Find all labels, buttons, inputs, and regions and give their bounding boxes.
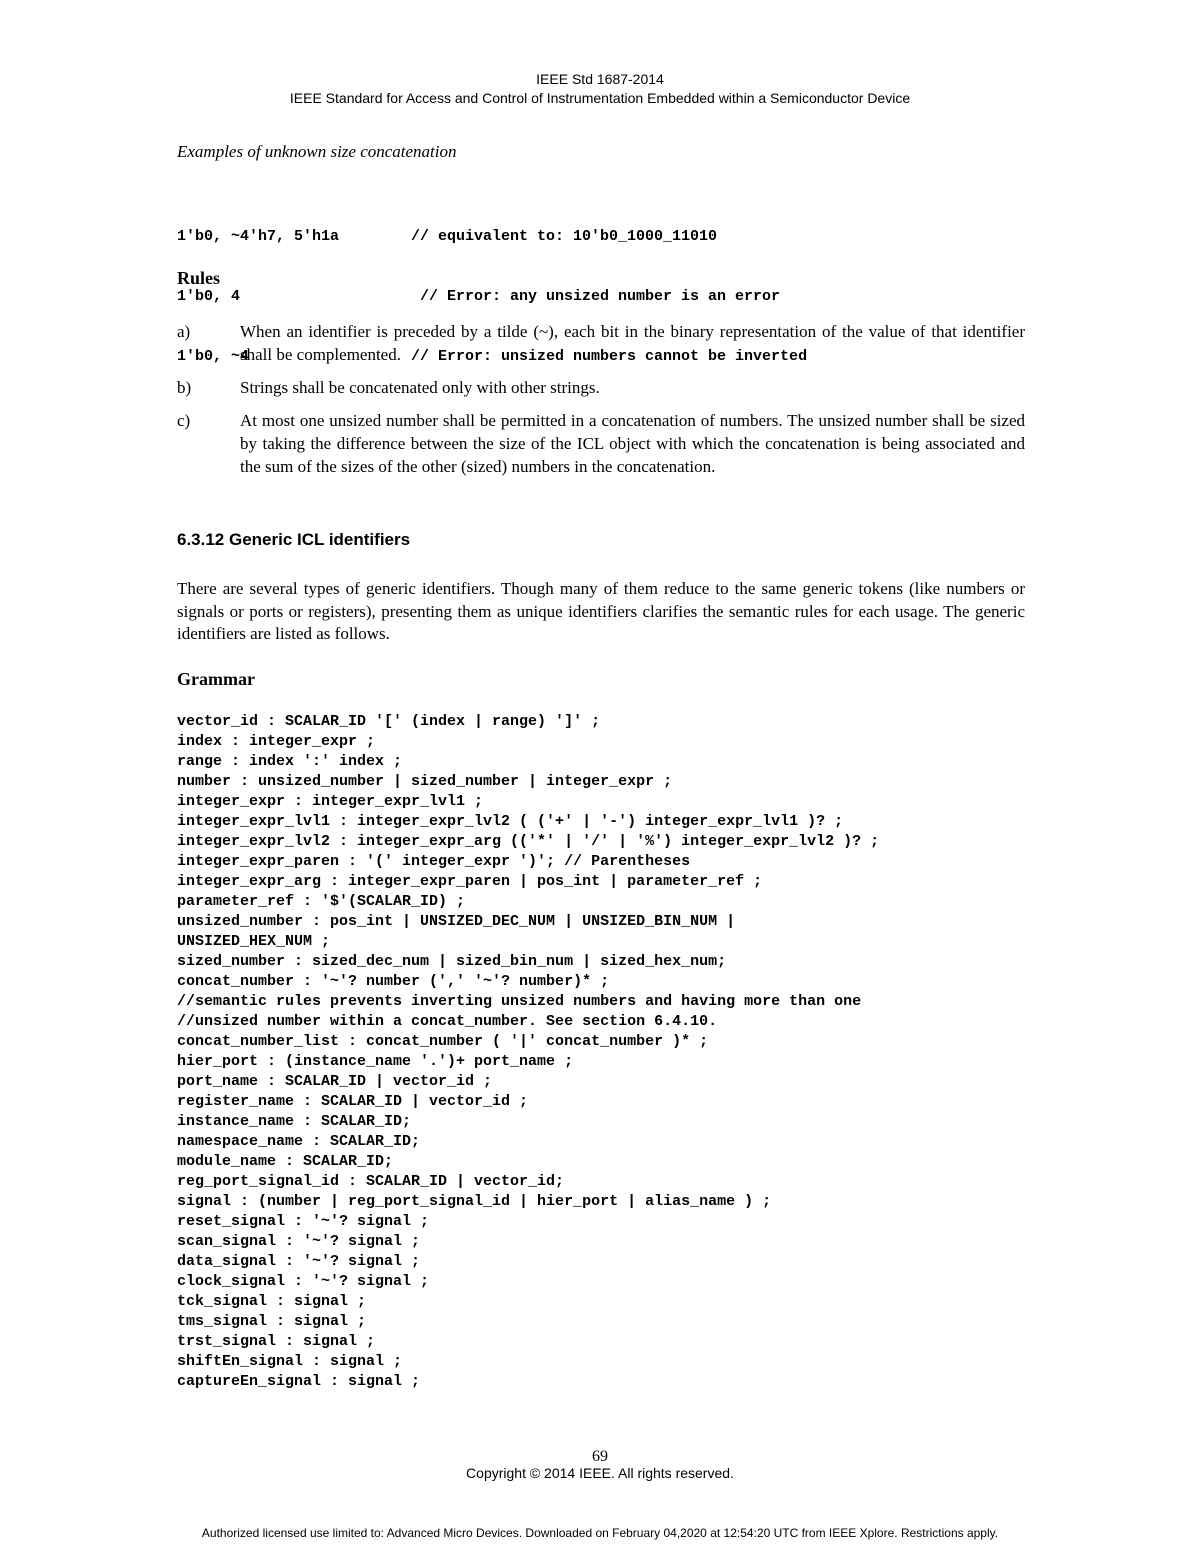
rule-text: Strings shall be concatenated only with other strings. [240, 378, 600, 397]
grammar-line: parameter_ref : '$'(SCALAR_ID) ; [177, 893, 466, 910]
rule-item [177, 376, 1025, 399]
grammar-line: integer_expr_lvl1 : integer_expr_lvl2 ( ('+' | '-') integer_expr_lvl1 )? ; [177, 813, 844, 830]
rule-letter: a) [177, 322, 191, 341]
grammar-line: signal : (number | reg_port_signal_id | hier_port | alias_name ) ; [177, 1193, 772, 1210]
grammar-line: index : integer_expr ; [177, 733, 376, 750]
grammar-line: UNSIZED_HEX_NUM ; [177, 933, 331, 950]
rule-item [177, 409, 1025, 478]
grammar-line: concat_number_list : concat_number ( '|' concat_number )* ; [177, 1033, 709, 1050]
grammar-line: data_signal : '~'? signal ; [177, 1253, 421, 1270]
section-title: 6.3.12 Generic ICL identifiers [177, 530, 411, 549]
example-code: 1'b0, ~4'h7, 5'h1a [177, 228, 340, 245]
grammar-line: reset_signal : '~'? signal ; [177, 1213, 430, 1230]
grammar-line: integer_expr : integer_expr_lvl1 ; [177, 793, 484, 810]
grammar-line: //semantic rules prevents inverting unsized numbers and having more than one [177, 993, 862, 1010]
example-row [177, 227, 807, 247]
rule-text: At most one unsized number shall be permitted in a concatenation of numbers. The unsized number shall be sized by taking the difference between the size of the ICL object with which the concatenation is being associated and the sum of the sizes of the other (sized) numbers in the concatenation. [240, 411, 1025, 476]
grammar-line: range : index ':' index ; [177, 753, 403, 770]
grammar-line: port_name : SCALAR_ID | vector_id ; [177, 1073, 493, 1090]
example-row [177, 287, 807, 307]
grammar-line: reg_port_signal_id : SCALAR_ID | vector_id; [177, 1173, 565, 1190]
authorized-use-notice: Authorized licensed use limited to: Advanced Micro Devices. Downloaded on February 04,2020 at 12:54:20 UTC from IEEE Xplore. Restrictions apply. [201, 1526, 999, 1540]
grammar-line: unsized_number : pos_int | UNSIZED_DEC_NUM | UNSIZED_BIN_NUM | [177, 913, 736, 930]
examples-title: Examples of unknown size concatenation [177, 142, 457, 161]
rule-item [177, 320, 1025, 366]
grammar-line: shiftEn_signal : signal ; [177, 1353, 403, 1370]
page-number: 69 [592, 1448, 608, 1465]
example-comment: // equivalent to: 10'b0_1000_11010 [411, 228, 718, 245]
rule-letter: b) [177, 378, 192, 397]
grammar-line: sized_number : sized_dec_num | sized_bin_num | sized_hex_num; [177, 953, 727, 970]
grammar-line: instance_name : SCALAR_ID; [177, 1113, 412, 1130]
grammar-line: integer_expr_lvl2 : integer_expr_arg (('*' | '/' | '%') integer_expr_lvl2 )? ; [177, 833, 880, 850]
grammar-line: hier_port : (instance_name '.')+ port_name ; [177, 1053, 574, 1070]
grammar-heading: Grammar [177, 669, 255, 689]
grammar-line: vector_id : SCALAR_ID '[' (index | range) ']' ; [177, 713, 601, 730]
example-comment: // Error: any unsized number is an error [411, 288, 781, 305]
rules-heading: Rules [177, 268, 221, 288]
rules-list [177, 320, 1025, 488]
example-code: 1'b0, 4 [177, 288, 241, 305]
grammar-line: module_name : SCALAR_ID; [177, 1153, 394, 1170]
example-comment: // Error: unsized numbers cannot be inverted [411, 348, 808, 365]
grammar-line: tck_signal : signal ; [177, 1293, 367, 1310]
grammar-line: number : unsized_number | sized_number | integer_expr ; [177, 773, 673, 790]
grammar-line: clock_signal : '~'? signal ; [177, 1273, 430, 1290]
grammar-line: trst_signal : signal ; [177, 1333, 376, 1350]
grammar-line: scan_signal : '~'? signal ; [177, 1233, 421, 1250]
header-std-title: IEEE Standard for Access and Control of Instrumentation Embedded within a Semiconductor Device [289, 90, 911, 106]
grammar-line: register_name : SCALAR_ID | vector_id ; [177, 1093, 529, 1110]
grammar-line: //unsized number within a concat_number. See section 6.4.10. [177, 1013, 718, 1030]
grammar-line: captureEn_signal : signal ; [177, 1373, 421, 1390]
rule-letter: c) [177, 411, 191, 430]
grammar-line: integer_expr_arg : integer_expr_paren | pos_int | parameter_ref ; [177, 873, 763, 890]
header-std-number: IEEE Std 1687-2014 [536, 71, 664, 87]
section-paragraph: There are several types of generic identifiers. Though many of them reduce to the same generic tokens (like numbers or signals or ports or registers), presenting them as unique identifiers clarifies the semantic rules for each usage. The generic identifiers are listed as follows. [177, 579, 1025, 643]
copyright: Copyright © 2014 IEEE. All rights reserved. [466, 1465, 734, 1481]
rule-text: When an identifier is preceded by a tilde (~), each bit in the binary representation of the value of that identifier shall be complemented. [240, 322, 1025, 364]
grammar-line: namespace_name : SCALAR_ID; [177, 1133, 421, 1150]
grammar-code-block [177, 712, 879, 1392]
grammar-line: concat_number : '~'? number (',' '~'? number)* ; [177, 973, 610, 990]
grammar-line: integer_expr_paren : '(' integer_expr ')'; // Parentheses [177, 853, 691, 870]
example-code: 1'b0, ~4 [177, 348, 250, 365]
grammar-line: tms_signal : signal ; [177, 1313, 367, 1330]
